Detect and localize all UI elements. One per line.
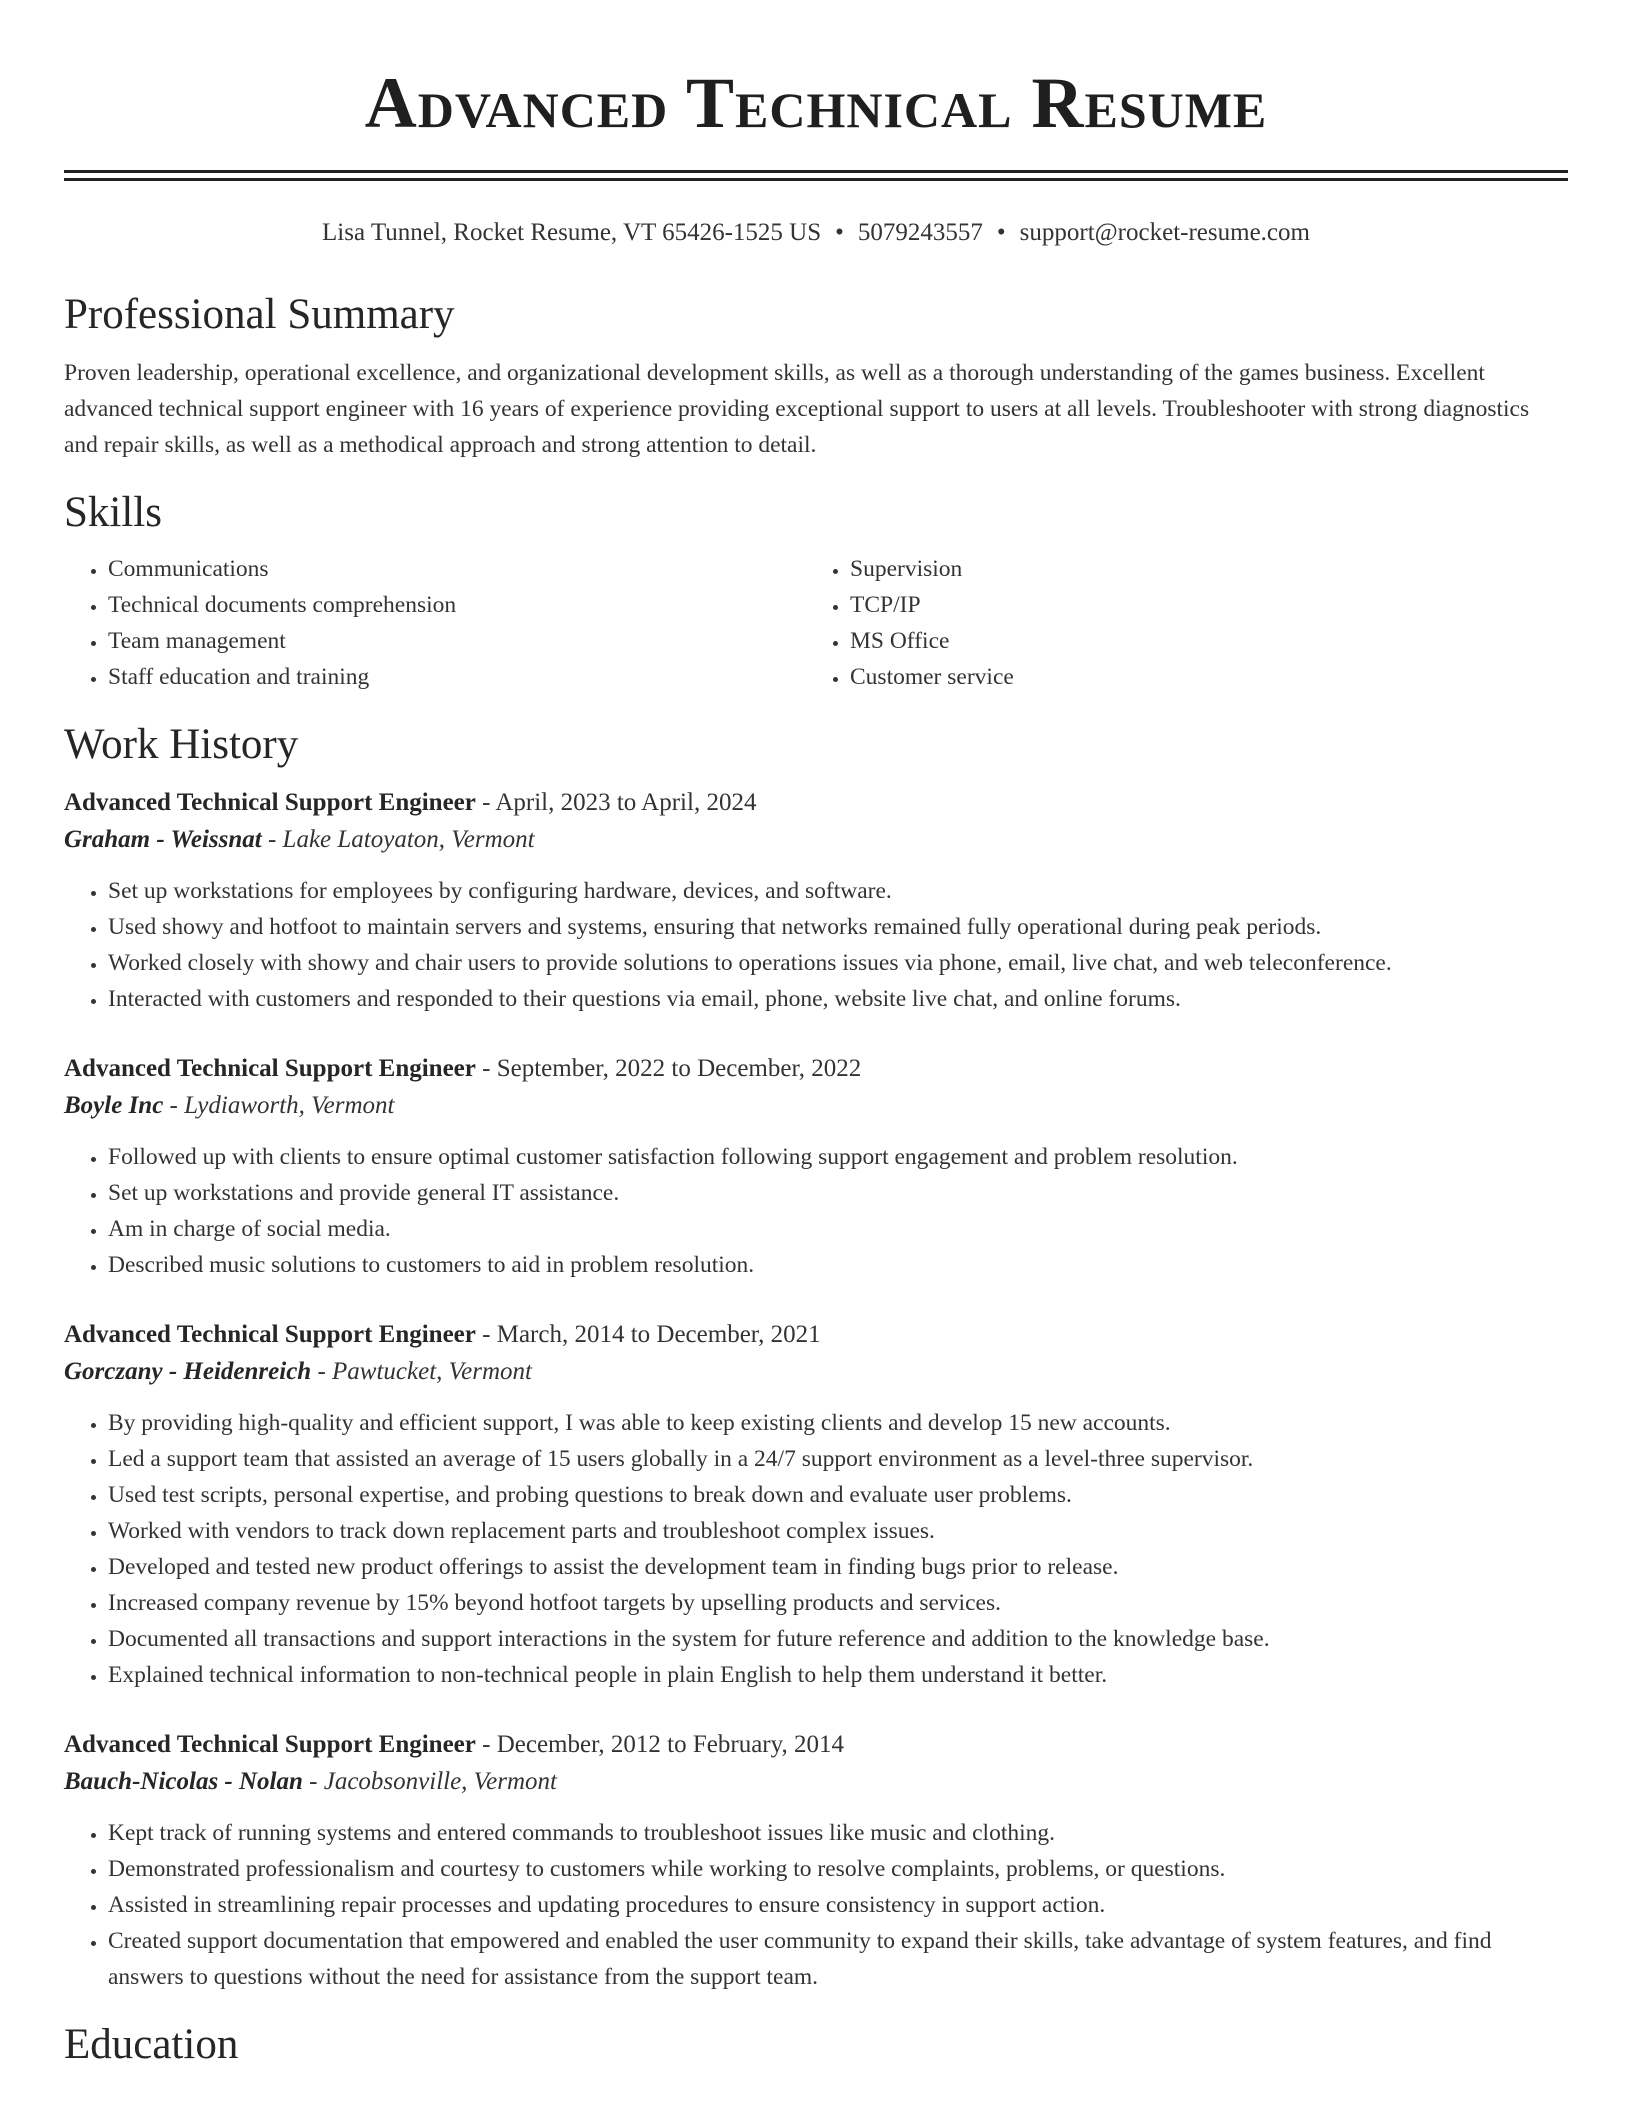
education-heading: Education xyxy=(64,2021,239,2068)
job-company-line xyxy=(64,1353,1568,1391)
job-bullet: • Led a support team that assisted an average of 15 users globally in a 24/7 support environment as a level-three supervisor. xyxy=(108,1441,1568,1477)
contact-line xyxy=(64,217,1568,249)
job-bullet: • Interacted with customers and responded to their questions via email, phone, website live chat, and online forums. xyxy=(108,981,1568,1017)
job-location: - Lydiaworth, Vermont xyxy=(163,1092,395,1119)
skill-item: • Technical documents comprehension xyxy=(108,587,806,623)
job-bullet: • Documented all transactions and support interactions in the system for future reference and addition to the knowledge base. xyxy=(108,1621,1568,1657)
summary-heading: Professional Summary xyxy=(64,291,455,338)
job-entry xyxy=(64,1727,1568,1995)
resume-title: Advanced Technical Resume xyxy=(364,63,1268,143)
job-bullet: • Set up workstations and provide general IT assistance. xyxy=(108,1175,1568,1211)
job-bullets xyxy=(64,1405,1568,1693)
title-divider xyxy=(64,170,1568,181)
job-bullet: • By providing high-quality and efficient support, I was able to keep existing clients and develop 15 new accounts. xyxy=(108,1405,1568,1441)
job-dates: - April, 2023 to April, 2024 xyxy=(475,789,757,816)
job-title-line xyxy=(64,785,1568,821)
job-bullet: • Am in charge of social media. xyxy=(108,1211,1568,1247)
job-bullet: • Used showy and hotfoot to maintain servers and systems, ensuring that networks remained fully operational during peak periods. xyxy=(108,909,1568,945)
contact-separator: • xyxy=(835,219,844,246)
job-bullet: • Created support documentation that empowered and enabled the user community to expand their skills, take advantage of system features, and find answers to questions without the need for assistance from the support team. xyxy=(108,1923,1568,1995)
job-bullet: • Described music solutions to customers to aid in problem resolution. xyxy=(108,1247,1568,1283)
skills-list xyxy=(64,551,1568,695)
skill-item: • MS Office xyxy=(850,623,1548,659)
job-company-line xyxy=(64,1763,1568,1801)
job-company-line xyxy=(64,1087,1568,1125)
contact-separator: • xyxy=(996,219,1006,246)
job-location: - Jacobsonville, Vermont xyxy=(302,1768,558,1795)
resume-page xyxy=(64,0,1568,2071)
job-bullet: • Followed up with clients to ensure optimal customer satisfaction following support engagement and problem resolution. xyxy=(108,1139,1568,1175)
job-bullet: • Explained technical information to non-technical people in plain English to help them understand it better. xyxy=(108,1657,1568,1693)
job-company: Bauch-Nicolas - Nolan xyxy=(64,1768,303,1795)
job-bullet: • Set up workstations for employees by configuring hardware, devices, and software. xyxy=(108,873,1568,909)
contact-phone: 5079243557 xyxy=(857,219,983,246)
job-dates: - September, 2022 to December, 2022 xyxy=(475,1055,862,1082)
job-entry xyxy=(64,785,1568,1017)
skills-heading: Skills xyxy=(64,489,162,536)
skill-item: • TCP/IP xyxy=(850,587,1548,623)
contact-address: Lisa Tunnel, Rocket Resume, VT 65426-1525 US xyxy=(322,219,822,246)
job-company: Boyle Inc xyxy=(64,1092,164,1119)
job-title: Advanced Technical Support Engineer xyxy=(64,789,476,816)
job-bullets xyxy=(64,873,1568,1017)
contact-email: support@rocket-resume.com xyxy=(1019,219,1310,246)
job-entry xyxy=(64,1317,1568,1693)
job-bullet: • Developed and tested new product offerings to assist the development team in finding bugs prior to release. xyxy=(108,1549,1568,1585)
job-location: - Lake Latoyaton, Vermont xyxy=(261,826,535,853)
skill-item: • Team management xyxy=(108,623,806,659)
job-company: Gorczany - Heidenreich xyxy=(64,1358,312,1385)
summary-text: Proven leadership, operational excellence, and organizational development skills, as well as a thorough understanding of the games business. Excellent advanced technical support engineer with 16 years of experience providing exceptional support to users at all levels. Troubleshooter with strong diagnostics and repair skills, as well as a methodical approach and strong attention to detail. xyxy=(64,360,1530,458)
job-location: - Pawtucket, Vermont xyxy=(311,1358,532,1385)
job-title-line xyxy=(64,1317,1568,1353)
job-dates: - December, 2012 to February, 2014 xyxy=(475,1731,844,1758)
job-bullets xyxy=(64,1139,1568,1283)
work-history-heading: Work History xyxy=(64,721,299,768)
job-title-line xyxy=(64,1051,1568,1087)
job-bullet: • Assisted in streamlining repair processes and updating procedures to ensure consistency in support action. xyxy=(108,1887,1568,1923)
skill-item: • Communications xyxy=(108,551,806,587)
job-entry xyxy=(64,1051,1568,1283)
job-company-line xyxy=(64,821,1568,859)
job-bullets xyxy=(64,1815,1568,1995)
job-dates: - March, 2014 to December, 2021 xyxy=(475,1321,821,1348)
skill-item: • Staff education and training xyxy=(108,659,806,695)
job-company: Graham - Weissnat xyxy=(64,826,262,853)
job-title: Advanced Technical Support Engineer xyxy=(64,1055,476,1082)
job-bullet: • Worked closely with showy and chair users to provide solutions to operations issues via phone, email, live chat, and web teleconference. xyxy=(108,945,1568,981)
job-bullet: • Worked with vendors to track down replacement parts and troubleshoot complex issues. xyxy=(108,1513,1568,1549)
skills-column-right xyxy=(806,551,1548,695)
job-title: Advanced Technical Support Engineer xyxy=(64,1321,476,1348)
skill-item: • Supervision xyxy=(850,551,1548,587)
job-bullet: • Increased company revenue by 15% beyond hotfoot targets by upselling products and services. xyxy=(108,1585,1568,1621)
job-bullet: • Demonstrated professionalism and courtesy to customers while working to resolve complaints, problems, or questions. xyxy=(108,1851,1568,1887)
job-bullet: • Used test scripts, personal expertise, and probing questions to break down and evaluate user problems. xyxy=(108,1477,1568,1513)
job-bullet: • Kept track of running systems and entered commands to troubleshoot issues like music and clothing. xyxy=(108,1815,1568,1851)
job-title-line xyxy=(64,1727,1568,1763)
skills-column-left xyxy=(64,551,806,695)
job-title: Advanced Technical Support Engineer xyxy=(64,1731,476,1758)
skill-item: • Customer service xyxy=(850,659,1548,695)
